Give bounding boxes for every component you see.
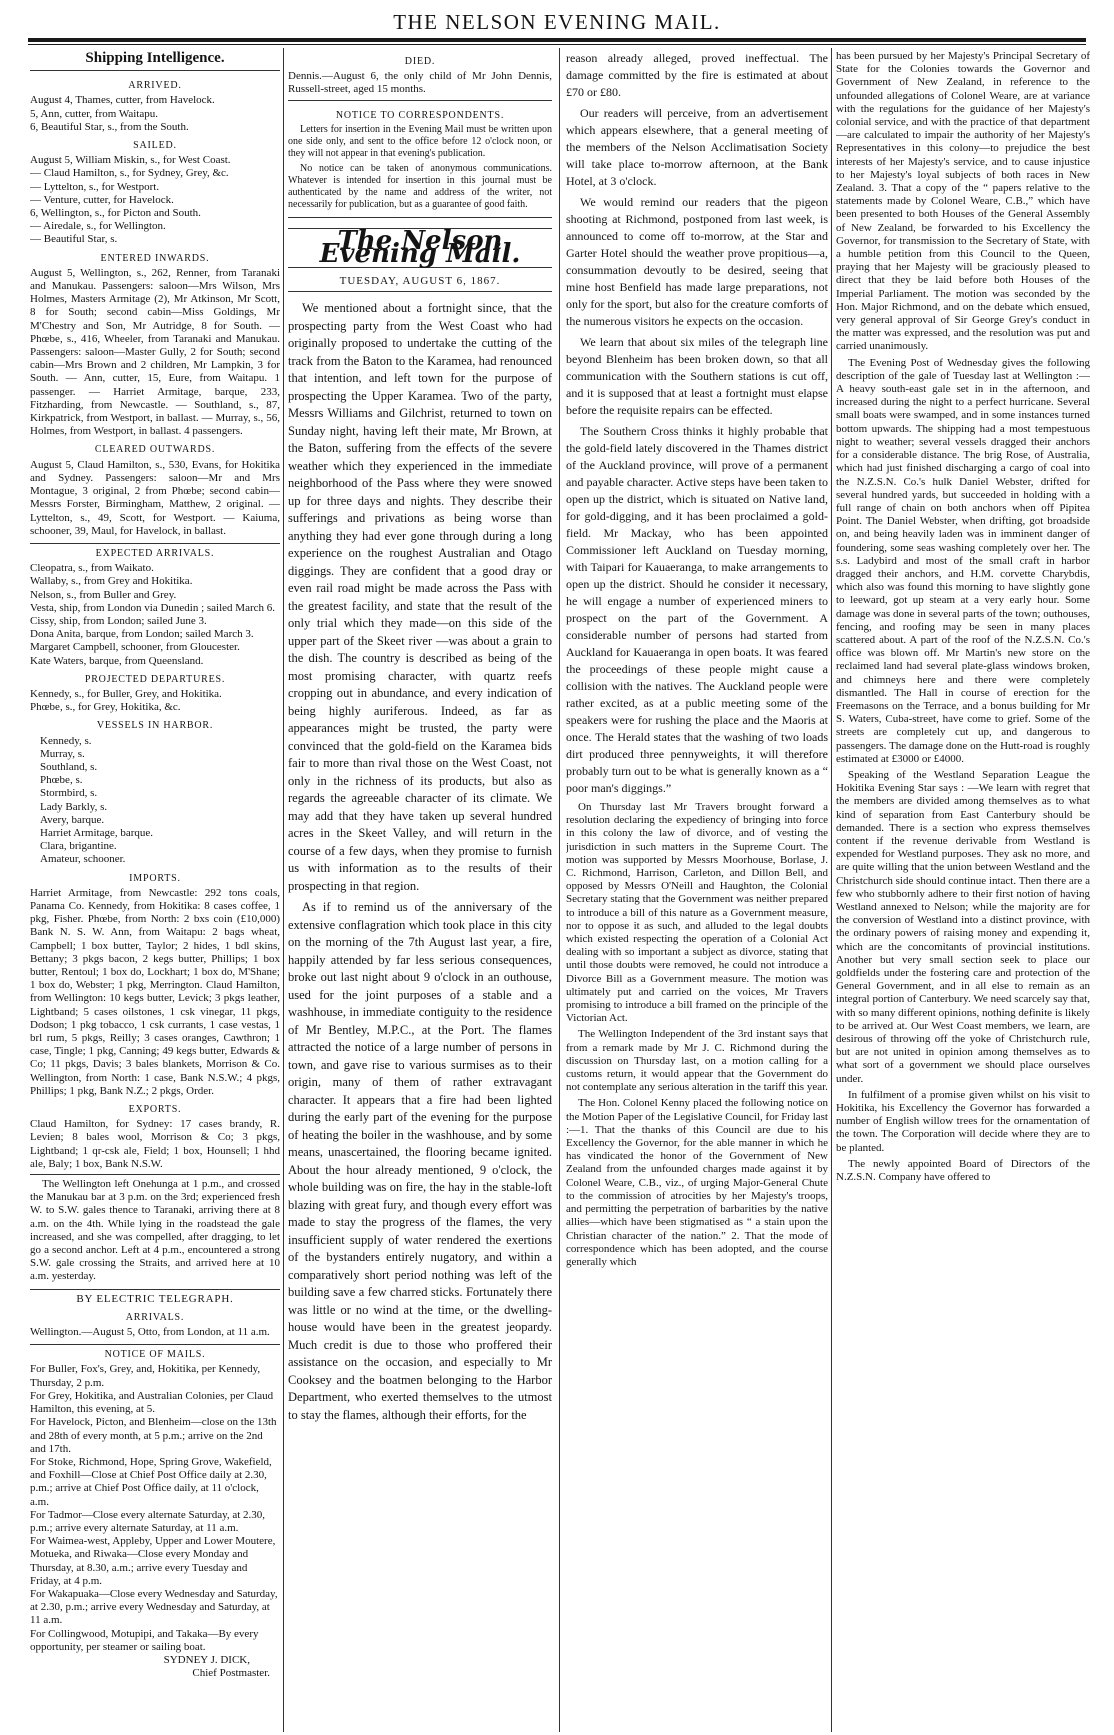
list-item: Avery, barque. bbox=[40, 813, 105, 826]
shipping-column bbox=[30, 50, 280, 1730]
list-item: For Buller, Fox's, Grey, and, Hokitika, per Kennedy, Thursday, 2 p.m. bbox=[30, 1363, 261, 1389]
telegraph-arrivals-heading: ARRIVALS. bbox=[125, 1311, 185, 1323]
list-item: — Airedale, s., for Wellington. bbox=[30, 220, 166, 233]
exports-text: Claud Hamilton, for Sydney: 17 cases brandy, R. Levien; 8 bales wool, Morrison & Co; 3 pkgs, Lightband; 1 qr-csk ale, Field; 1 box, Hounsell; 1 hhd ale, Baly; 1 box, Bank N.S.W. bbox=[30, 1118, 280, 1170]
projected-heading: PROJECTED DEPARTURES. bbox=[84, 673, 226, 685]
article-paragraph: Our readers will perceive, from an advertisement which appears elsewhere, that a general meeting of the members of the Nelson Acclimatisation Society will take place to-morrow afternoon, at the Bank Hotel, at 3 o'clock. bbox=[566, 106, 828, 188]
list-item: For Grey, Hokitika, and Australian Colonies, per Claud Hamilton, this evening, at 5. bbox=[30, 1389, 274, 1416]
telegraph-text: Wellington.—August 5, Otto, from London, at 11 a.m. bbox=[30, 1326, 270, 1339]
notice-text: Letters for insertion in the Evening Mail must be written upon one side only, and sent to the office before 12 o'clock noon, or they will not appear in that evening's publication. bbox=[288, 123, 552, 159]
list-item: Amateur, schooner. bbox=[40, 853, 126, 866]
list-item: 6, Beautiful Star, s., from the South. bbox=[30, 120, 189, 133]
notice-text: No notice can be taken of anonymous communications. Whatever is intended for insertion in this journal must be authenticated by the name and address of the writer, not necessarily for publication, but as a guarantee of good faith. bbox=[288, 162, 552, 210]
list-item: Phœbe, s. bbox=[40, 774, 83, 787]
article-paragraph: In fulfilment of a promise given whilst on his visit to Hokitika, his Excellency the Governor has forwarded a number of English willow trees for the ornamentation of the town. The Corporation will decide where they are to be planted. bbox=[836, 1088, 1090, 1154]
list-item: August 4, Thames, cutter, from Havelock. bbox=[30, 94, 215, 107]
list-item: Cleopatra, s., from Waikato. bbox=[30, 562, 154, 575]
list-item: Dona Anita, barque, from London; sailed March 3. bbox=[30, 628, 254, 641]
cleared-heading: CLEARED OUTWARDS. bbox=[94, 444, 216, 456]
editorial-column bbox=[288, 50, 552, 1730]
list-item: — Venture, cutter, for Havelock. bbox=[30, 193, 174, 206]
entered-text: August 5, Wellington, s., 262, Renner, from Taranaki and Manukau. Passengers: saloon—Mrs Wilson, Mrs Holmes, Masters Armitage (2), Mr Atkinson, Mr Scott, 8 for South; second cabin—Miss Goldings, Mr M'Chestry and Son, Mr Autridge, 8 for South. — Phœbe, s., 416, Wheeler, from Taranaki and Manukau. Passengers: saloon—Master Gully, 2 for South; second cabin—Mrs Brown and 2 children, Mr Lampkin, 3 for South. — Ann, cutter, 15, Eure, from Waitapu. 1 passenger. — Harriet Armitage, barque, 233, Fitzharding, from Newcastle. — Southland, s., 87, Kirkpatrick, from Westport, in ballast. — Murray, s., 56, Holmes, from Westport, in ballast. 4 passengers. bbox=[30, 266, 280, 438]
list-item: For Wakapuaka—Close every Wednesday and Saturday, at 2.30, p.m.; arrive every Wednesday and Saturday, at 11 a.m. bbox=[30, 1587, 278, 1627]
article-paragraph: has been pursued by her Majesty's Principal Secretary of State for the Colonies towards the Governor and Government of New Zealand, in reference to the unfounded allegations of Colonel Weare, are at variance with the regulations for the guidance of her Majesty's colonial service, and with the practice of that department —are calculated to impair the authority of her Majesty's Representatives in this colony—to prejudice the best interests of her Majesty's service, and to cause injustice to her Majesty's loyal subjects of both races in New Zealand. 3. That a copy of the “ papers relative to the statements made by Colonel Weare, C.B.,” which have been presented to both Houses of the General Assembly of New Zealand, be forwarded to his Excellency the Governor, for transmission to the Secretary of State, with a humble petition from this Council to the Queen, praying that her Majesty will be graciously pleased to direct that they be laid before both Houses of the Imperial Parliament. The motion was seconded by the Hon. Major Richmond, and on the debate which ensued, very general approval of Sir George Grey's conduct in the matter was expressed, and the resolution was put and carried unanimously. bbox=[836, 50, 1090, 353]
imports-heading: IMPORTS. bbox=[129, 872, 181, 884]
nameplate: The Nelson Evening Mail. bbox=[288, 228, 552, 268]
cleared-text: August 5, Claud Hamilton, s., 530, Evans, for Hokitika and Sydney. Passengers: saloon—Mr and Mrs Montague, 3 original, 2 from Phœbe; second cabin—Messrs Forster, Birmingham, Matthew, 2 original. — Lyttelton, s., 49, Scott, for Westport. — Kaiuma, schooner, 39, Maul, for Havelock, in ballast. bbox=[30, 458, 280, 537]
list-item: Margaret Campbell, schooner, from Gloucester. bbox=[30, 641, 240, 654]
postmaster-title: Chief Postmaster. bbox=[192, 1667, 270, 1680]
died-text: Dennis.—August 6, the only child of Mr John Dennis, Russell-street, aged 15 months. bbox=[288, 70, 552, 96]
article-paragraph: On Thursday last Mr Travers brought forward a resolution declaring the expediency of bringing into force in this colony the law of divorce, and of vesting the jurisdiction in such matters in the Supreme Court. The motion was supported by Messrs Moorhouse, Borlase, J. C. Richmond, Harrison, Carleton, and Dillon Bell, and opposed by Messrs O'Neill and Haughton, the Colonial Secretary stating that the Government was neither prepared to introduce a bill of this nature as a Government measure, nor to oppose it as such, and alluded to the legal doubts which existed respecting the operation of a Colonial Act dealing with so important a subject as divorce, stating that until those doubts were removed, he could not introduce a Divorce Bill as a Government measure. The motion was ultimately put and carried on the voices, Mr Travers promising to introduce a bill framed on the principle of the Victorian Act. bbox=[566, 801, 828, 1025]
entered-heading: ENTERED INWARDS. bbox=[100, 252, 210, 264]
article-paragraph: The Wellington Independent of the 3rd instant says that from a remark made by Mr J. C. Richmond during the discussion on Thursday last, on a motion calling for a customs return, it would appear that the Government do not contemplate any serious alteration in the tariff this year. bbox=[566, 1028, 828, 1094]
article-paragraph: We mentioned about a fortnight since, that the prospecting party from the West Coast who had originally proposed to undertake the cutting of the track from the Baton to the Karamea, had renounced that intention, and left town for the purpose of prospecting the Upper Karamea. Two of the party, Messrs Williams and Gilchrist, returned to town on Sunday night, having left their mate, Mr Brown, at the Baton, suffering from the effects of the severe weather which they experienced in the immediate neighborhood of the Pass where they were snowed up for three days and nights. They describe their sufferings and privations as being worse than anything they had ever gone through during a long experience on the roughest Australian and Otago diggings. They are confident that a good dray or even rail road might be made across the Pass with the greatest facility, and state that the result of the only trial which they made—on this side of the upper part of the Skeet river —was about a grain to the dish. The country is described as being of the most promising character, with quartz reefs cropping out in abundance, and every indication of being highly auriferous. Indeed, as far as appearances might be trusted, the party were convinced that the gold-field on the Karamea bids fair to more than rival those on the West Coast, not only in the richness of its products, but also as regards the agreeable character of its climate. We may add that they have taken up several hundred acres in the Skeet Valley, and will return in the course of a few days, when they promise to furnish us with information as to the results of their prospecting in that region. bbox=[288, 301, 552, 893]
postmaster-name: SYDNEY J. DICK, bbox=[163, 1653, 250, 1666]
article-paragraph: The Hon. Colonel Kenny placed the following notice on the Motion Paper of the Legislative Council, for Friday last :—1. That the thanks of this Council are due to his Excellency the Governor, for the able manner in which he has vindicated the honor of the Government of New Zealand from the unfounded charges made against it by Colonel Weare, C.B., viz., of urging Major-General Chute to the commission of atrocities by her Majesty's troops, and permitting the perpetration of barbarities by the native allies—which have been stigmatised as “ a stain upon the Christian character of the nation.” 2. That the mode of correspondence which has been adopted, and the course generally which bbox=[566, 1097, 828, 1268]
masthead: THE NELSON EVENING MAIL. bbox=[393, 10, 721, 34]
article-paragraph: We would remind our readers that the pigeon shooting at Richmond, postponed from last week, is announced to come off to-morrow, at the Star and Garter Hotel should the weather prove propitious—a, consummation devoutly to be desired, seeing that mine host Benfield has made large preparations, not only for the sport, but also for the creature comforts of the numerous visitors he expects on the occasion. bbox=[566, 195, 828, 328]
list-item: Murray, s. bbox=[40, 747, 85, 760]
list-item: Southland, s. bbox=[40, 760, 98, 773]
column-divider bbox=[559, 48, 560, 1732]
list-item: Stormbird, s. bbox=[40, 787, 98, 800]
list-item: Phœbe, s., for Grey, Hokitika, &c. bbox=[30, 701, 181, 714]
article-paragraph: The newly appointed Board of Directors of the N.Z.S.N. Company have offered to bbox=[836, 1157, 1090, 1184]
list-item: For Havelock, Picton, and Blenheim—close on the 13th and 28th of every month, at 5 p.m.; arrive on the 2nd and 17th. bbox=[30, 1416, 277, 1455]
notice-heading: NOTICE TO CORRESPONDENTS. bbox=[335, 109, 505, 121]
list-item: — Lyttelton, s., for Westport. bbox=[30, 180, 160, 193]
vessels-heading: VESSELS IN HARBOR. bbox=[96, 720, 214, 732]
masthead-rule-thin bbox=[28, 44, 1086, 45]
list-item: Kennedy, s., for Buller, Grey, and Hokitika. bbox=[30, 687, 222, 700]
dateline: TUESDAY, AUGUST 6, 1867. bbox=[288, 272, 552, 292]
article-paragraph: Speaking of the Westland Separation League the Hokitika Evening Star says : —We learn with regret that the members are divided among themselves as to what kind of separation from East Canterbury should be demanded. There is a section who express themselves content if the revenue derivable from Westland is expended for Westland purposes. They ask no more, and are quite willing that the union between Westland and the Christchurch side should continue intact. Then there are a few who stubbornly adhere to their first notion of having Westland annexed to Nelson; while the majority are for the conversion of Westland into a distinct province, with the ordinary powers of raising money and expending it, which are the concomitants of provincial institutions. Another but very small section seek to place our goldfields under the fostering care and protection of the General Government, and in all else to remain as an integral portion of Canterbury. We need scarcely say that, with so many different opinions, nothing definite is likely to be arrived at. Our West Coast members, we learn, are desirous of throwing off the yoke of Christchurch rule, but are not united in opinion among themselves as to what sort of a government we should place ourselves under. bbox=[836, 768, 1090, 1085]
article-paragraph: We learn that about six miles of the telegraph line beyond Blenheim has been broken down, so that all communication with the Southern stations is cut off, and it is supposed that at least a fortnight must elapse before the requisite repairs can be effected. bbox=[566, 335, 828, 417]
list-item: Kennedy, s. bbox=[40, 734, 92, 747]
died-heading: DIED. bbox=[404, 56, 436, 67]
list-item: Nelson, s., from Buller and Grey. bbox=[30, 588, 177, 601]
arrived-heading: ARRIVED. bbox=[128, 80, 182, 92]
column-divider bbox=[283, 48, 284, 1732]
list-item: Lady Barkly, s. bbox=[40, 800, 108, 813]
exports-heading: EXPORTS. bbox=[128, 1104, 182, 1116]
article-paragraph: As if to remind us of the anniversary of the extensive conflagration which took place in this city on the morning of the 7th August last year, a fire, happily attended by far less serious consequences, broke out last night about 9 o'clock in an outhouse, used for the joint purposes of a stable and a washhouse, in immediate contiguity to the residence of Mr Bentley, M.P.C., at the Port. The flames attracted the notice of a large number of persons in town, and gave rise to various surmises as to their origin, many of them of rather extravagant character. It appears that a fire had been lighted during the early part of the evening for the purpose of heating the boiler in the washhouse, and by some means, unascertained, the flooring became ignited. About the hour already mentioned, 9 o'clock, the whole building was on fire, the hay in the stable-loft blazing with great fury, and though every effort was made to stay the progress of the flames, the very insufficient supply of water rendered the exertions of the bystanders entirely nugatory, and within a comparatively short period nothing was left of the building save a few charred sticks. Fortunately there was little or no wind at the time, or the dwelling-house would have been in the greatest jeopardy. Much credit is due to those who proffered their assistance on the occasion, and especially to Mr Cooksey and the boatmen belonging to the Harbor Department, who exerted themselves to the utmost to stay the flames, although their efforts, for the bbox=[288, 900, 552, 1422]
list-item: Clara, brigantine. bbox=[40, 840, 117, 853]
wellington-note: The Wellington left Onehunga at 1 p.m., and crossed the Manukau bar at 3 p.m. on the 3rd; experienced fresh W. to S.W. gales thence to Taranaki, arriving there at 8 a.m. on the 4th. While lying in the roadstead the gale increased, and she was compelled, after dragging, to let go a second anchor. Left at 4 p.m., encountered a strong S.W. gale crossing the Straits, and arrived here at 10 a.m. yesterday. bbox=[30, 1174, 280, 1284]
article-paragraph: reason already alleged, proved ineffectual. The damage committed by the fire is estimated at about £70 or £80. bbox=[566, 51, 828, 99]
list-item: — Claud Hamilton, s., for Sydney, Grey, &c. bbox=[30, 167, 229, 180]
list-item: 5, Ann, cutter, from Waitapu. bbox=[30, 107, 158, 120]
expected-heading: EXPECTED ARRIVALS. bbox=[30, 543, 280, 560]
list-item: Vesta, ship, from London via Dunedin ; sailed March 6. bbox=[30, 601, 276, 614]
mails-heading: NOTICE OF MAILS. bbox=[30, 1344, 280, 1361]
imports-text: Harriet Armitage, from Newcastle: 292 tons coals, Panama Co. Kennedy, from Hokitika: 8 cases coffee, 1 pkg, Fisher. Phœbe, from North: 2 bxs coin (£10,000) Bank N. S. W. Ann, from Waitapu: 2 bags wheat, Campbell; 1 box butter, Taylor; 2 hides, 1 bdl skins, Bettany; 3 pkgs bacon, 2 kegs butter, Phillips; 1 box butter, Rentoul; 1 box do, Lockhart; 1 box do, M'Shane; 1 box do, Webster; 1 pkg, Merrington. Claud Hamilton, from Wellington: 10 kegs butter, Levick; 3 pkgs leather, Lightband; 5 cases oilstones, 1 csk vinegar, 11 pkgs, Dodson; 1 pkg tobacco, 1 csk currants, 1 case vestas, 1 brl rum, 5 pkgs, Reilly; 3 cases oranges, Cawthron; 1 case, Tingle; 1 pkg, Canning; 49 kegs butter, Edwards & Co; 11 pkgs, Davis; 3 bales blankets, Morrison & Co. Wellington, from North: 1 case, Bank N.S.W.; 4 pkgs, Phillips; 1 pkg, Bank N.Z.; 2 pkgs, Order. bbox=[30, 886, 280, 1097]
news-column bbox=[836, 50, 1090, 1730]
article-paragraph: The Evening Post of Wednesday gives the following description of the gale of Tuesday last at Wellington :—A heavy south-east gale set in in the afternoon, and increased during the night to a perfect hurricane. Several small boats were swamped, and in some instances turned bottom upwards. The shipping had a most tempestuous night to weather; several vessels dragged their anchors for a considerable distance. The brig Rose, of Australia, which had just finished discharging a cargo of coal into the N.Z.S.N. Co.'s hulk Daniel Webster, drifted for several hundred yards, but succeeded in holding with a full range of chain on both anchors when off Pipitea Point. The Daniel Webster, when drifting, got broadside on, and being heavily laden was in imminent danger of foundering, some seas washing completely over her. The s.s. Ladybird and most of the small craft in harbor dragged their anchors, and H.M. corvette Charybdis, which also was found this morning to have slightly gone to leeward, got up steam at a very early hour. Some damage was done in several parts of the town; outhouses, fencing, and roofing may be seen in many places scattered about. A part of the roof of the N.Z.S.N. Co.'s office was blown off. Mr Martin's new store on the reclaimed land had several plate-glass windows broken, and chimneys here and there were completely dismantled. The Hall in course of erection for the Freemasons on the Terrace, and a bonus building for Mr S. Waters, Cuba-street, have come to grief. Some of the streets are completely cut up, and dangerous to passengers. The damage done on the Hutt-road is roughly estimated at £3000 or £4000. bbox=[836, 356, 1090, 765]
telegraph-heading: BY ELECTRIC TELEGRAPH. bbox=[30, 1289, 280, 1306]
list-item: For Stoke, Richmond, Hope, Spring Grove, Wakefield, and Foxhill—Close at Chief Post Office daily at 2.30, p.m.; arrive at Chief Post Office daily, at 11 o'clock, a.m. bbox=[30, 1455, 272, 1508]
list-item: Wallaby, s., from Grey and Hokitika. bbox=[30, 575, 193, 588]
list-item: For Tadmor—Close every alternate Saturday, at 2.30, p.m.; arrive every alternate Saturday, at 11 a.m. bbox=[30, 1508, 266, 1534]
masthead-rule bbox=[28, 38, 1086, 42]
section-title: Shipping Intelligence. bbox=[85, 50, 225, 66]
list-item: Harriet Armitage, barque. bbox=[40, 826, 154, 839]
list-item: 6, Wellington, s., for Picton and South. bbox=[30, 207, 201, 220]
list-item: Cissy, ship, from London; sailed June 3. bbox=[30, 614, 207, 627]
sailed-heading: SAILED. bbox=[133, 140, 177, 152]
list-item: — Beautiful Star, s. bbox=[30, 233, 118, 246]
column-divider bbox=[831, 48, 832, 1732]
list-item: Kate Waters, barque, from Queensland. bbox=[30, 654, 204, 667]
article-paragraph: The Southern Cross thinks it highly probable that the gold-field lately discovered in the Thames district of the Auckland province, will prove of a permanent and payable character. Active steps have been taken to open up the district, which is situated on Native land, for gold-digging, and it has been proclaimed a gold-field. Mr Mackay, who has been appointed Commissioner left Auckland on Tuesday morning, with Taipari for Kauaeranga, to make arrangements to open up the district. Should he consider it necessary, he will engage a number of experienced miners to prospect on the part of the Government. A considerable number of persons had started from Auckland for Kauaeranga in open boats. It was feared the proceedings of these people might cause a collision with the natives. The Auckland people were rather excited, as at a public meeting some of the speakers were for rushing the place and the Maoris at once. The Herald states that the washing of two loads dirt produced three pennyweights, it will therefore probably turn out to be what is generally known as a “ poor man's diggings.” bbox=[566, 424, 828, 795]
list-item: For Waimea-west, Appleby, Upper and Lower Moutere, Motueka, and Riwaka—Close every Monday and Thursday, at 8.30, a.m.; arrive every Tuesday and Friday, at 4 p.m. bbox=[30, 1535, 276, 1587]
news-column bbox=[566, 50, 828, 1730]
list-item: August 5, William Miskin, s., for West Coast. bbox=[30, 154, 231, 167]
list-item: For Collingwood, Motupipi, and Takaka—By every opportunity, per steamer or sailing boat. bbox=[30, 1627, 259, 1653]
